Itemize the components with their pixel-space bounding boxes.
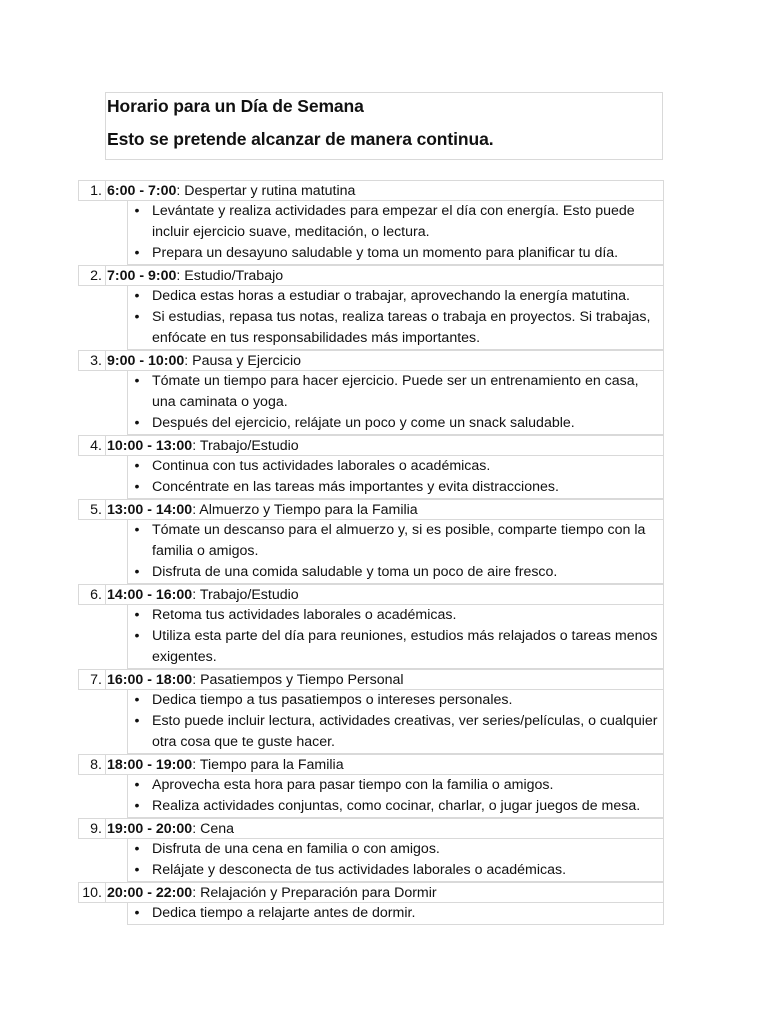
bullet-item — [128, 286, 663, 307]
bullet-text: Tómate un descanso para el almuerzo y, si es posible, comparte tiempo con la familia o amigos. — [152, 522, 646, 559]
bullet-item — [128, 775, 663, 796]
bullet-icon: • — [134, 628, 140, 644]
bullet-icon: • — [134, 713, 140, 729]
bullet-item — [128, 477, 663, 498]
bullet-text: Utiliza esta parte del día para reuniones, estudios más relajados o tareas menos exigentes. — [152, 628, 658, 665]
document-header — [105, 92, 663, 160]
schedule-item-header — [78, 584, 664, 605]
item-heading — [105, 669, 664, 690]
schedule-item-header — [78, 265, 664, 286]
bullet-list — [127, 839, 664, 882]
bullet-list — [127, 520, 664, 584]
bullet-item — [128, 690, 663, 711]
bullet-icon: • — [134, 458, 140, 474]
schedule-item-header — [78, 882, 664, 903]
bullet-icon: • — [134, 245, 140, 261]
item-number: 10. — [78, 882, 105, 903]
schedule-list — [78, 180, 664, 925]
activity-name: : Cena — [192, 821, 234, 837]
bullet-text: Levántate y realiza actividades para empezar el día con energía. Esto puede incluir ejercicio suave, meditación, o lectura. — [152, 203, 635, 240]
bullet-item — [128, 371, 663, 413]
bullet-text: Realiza actividades conjuntas, como cocinar, charlar, o jugar juegos de mesa. — [152, 798, 641, 814]
item-number: 2. — [78, 265, 105, 286]
bullet-icon: • — [134, 841, 140, 857]
item-number: 5. — [78, 499, 105, 520]
bullet-item — [128, 456, 663, 477]
schedule-item-header — [78, 499, 664, 520]
bullet-icon: • — [134, 607, 140, 623]
bullet-icon: • — [134, 692, 140, 708]
activity-name: : Tiempo para la Familia — [192, 757, 344, 773]
bullet-text: Retoma tus actividades laborales o académicas. — [152, 607, 457, 623]
bullet-item — [128, 796, 663, 817]
schedule-item-header — [78, 754, 664, 775]
bullet-list — [127, 605, 664, 669]
bullet-icon: • — [134, 373, 140, 389]
activity-name: : Trabajo/Estudio — [192, 587, 299, 603]
bullet-list — [127, 775, 664, 818]
bullet-list — [127, 371, 664, 435]
bullet-text: Disfruta de una cena en familia o con amigos. — [152, 841, 440, 857]
bullet-icon: • — [134, 415, 140, 431]
bullet-text: Esto puede incluir lectura, actividades creativas, ver series/películas, o cualquier otra cosa que te guste hacer. — [152, 713, 658, 750]
bullet-icon: • — [134, 309, 140, 325]
bullet-item — [128, 903, 663, 924]
schedule-item — [78, 584, 664, 669]
bullet-text: Dedica tiempo a tus pasatiempos o intereses personales. — [152, 692, 513, 708]
bullet-icon: • — [134, 862, 140, 878]
bullet-text: Después del ejercicio, relájate un poco y come un snack saludable. — [152, 415, 575, 431]
bullet-text: Continua con tus actividades laborales o académicas. — [152, 458, 491, 474]
time-range: 16:00 - 18:00 — [107, 672, 193, 688]
bullet-icon: • — [134, 564, 140, 580]
bullet-item — [128, 201, 663, 243]
bullet-text: Tómate un tiempo para hacer ejercicio. Puede ser un entrenamiento en casa, una caminata o yoga. — [152, 373, 639, 410]
schedule-item — [78, 754, 664, 818]
schedule-item — [78, 350, 664, 435]
schedule-item — [78, 669, 664, 754]
schedule-item — [78, 818, 664, 882]
activity-name: : Pausa y Ejercicio — [184, 353, 301, 369]
bullet-list — [127, 286, 664, 350]
schedule-item-header — [78, 435, 664, 456]
bullet-text: Relájate y desconecta de tus actividades laborales o académicas. — [152, 862, 567, 878]
bullet-text: Dedica estas horas a estudiar o trabajar, aprovechando la energía matutina. — [152, 288, 630, 304]
time-range: 20:00 - 22:00 — [107, 885, 193, 901]
bullet-text: Concéntrate en las tareas más importantes y evita distracciones. — [152, 479, 559, 495]
item-number: 8. — [78, 754, 105, 775]
bullet-icon: • — [134, 288, 140, 304]
bullet-icon: • — [134, 522, 140, 538]
document-title: Horario para un Día de Semana — [107, 96, 364, 116]
activity-name: : Almuerzo y Tiempo para la Familia — [192, 502, 418, 518]
bullet-item — [128, 860, 663, 881]
bullet-list — [127, 903, 664, 925]
bullet-item — [128, 626, 663, 668]
bullet-list — [127, 456, 664, 499]
schedule-item-header — [78, 350, 664, 371]
bullet-text: Aprovecha esta hora para pasar tiempo con la familia o amigos. — [152, 777, 554, 793]
bullet-text: Prepara un desayuno saludable y toma un momento para planificar tu día. — [152, 245, 619, 261]
activity-name: : Trabajo/Estudio — [192, 438, 299, 454]
bullet-item — [128, 711, 663, 753]
bullet-text: Si estudias, repasa tus notas, realiza tareas o trabaja en proyectos. Si trabajas, enfócate en tus responsabilidades más importantes. — [152, 309, 651, 346]
activity-name: : Estudio/Trabajo — [176, 268, 284, 284]
bullet-item — [128, 520, 663, 562]
item-heading — [105, 754, 664, 775]
item-number: 9. — [78, 818, 105, 839]
schedule-item — [78, 265, 664, 350]
item-number: 1. — [78, 180, 105, 201]
bullet-list — [127, 690, 664, 754]
time-range: 6:00 - 7:00 — [107, 183, 177, 199]
bullet-icon: • — [134, 203, 140, 219]
bullet-text: Dedica tiempo a relajarte antes de dormir. — [152, 905, 416, 921]
item-number: 7. — [78, 669, 105, 690]
activity-name: : Relajación y Preparación para Dormir — [192, 885, 437, 901]
item-heading — [105, 350, 664, 371]
schedule-item — [78, 882, 664, 925]
time-range: 7:00 - 9:00 — [107, 268, 177, 284]
schedule-item-header — [78, 818, 664, 839]
bullet-item — [128, 605, 663, 626]
bullet-item — [128, 307, 663, 349]
time-range: 9:00 - 10:00 — [107, 353, 185, 369]
schedule-item — [78, 435, 664, 499]
time-range: 10:00 - 13:00 — [107, 438, 193, 454]
activity-name: : Pasatiempos y Tiempo Personal — [192, 672, 404, 688]
item-heading — [105, 265, 664, 286]
item-heading — [105, 499, 664, 520]
schedule-item — [78, 499, 664, 584]
bullet-item — [128, 839, 663, 860]
item-heading — [105, 882, 664, 903]
bullet-text: Disfruta de una comida saludable y toma un poco de aire fresco. — [152, 564, 558, 580]
item-heading — [105, 435, 664, 456]
time-range: 14:00 - 16:00 — [107, 587, 193, 603]
schedule-item — [78, 180, 664, 265]
bullet-item — [128, 243, 663, 264]
item-heading — [105, 584, 664, 605]
bullet-item — [128, 413, 663, 434]
schedule-item-header — [78, 669, 664, 690]
activity-name: : Despertar y rutina matutina — [176, 183, 356, 199]
item-heading — [105, 180, 664, 201]
bullet-icon: • — [134, 777, 140, 793]
item-heading — [105, 818, 664, 839]
item-number: 6. — [78, 584, 105, 605]
time-range: 19:00 - 20:00 — [107, 821, 193, 837]
item-number: 4. — [78, 435, 105, 456]
bullet-icon: • — [134, 798, 140, 814]
schedule-item-header — [78, 180, 664, 201]
document-subtitle: Esto se pretende alcanzar de manera continua. — [107, 129, 494, 149]
bullet-icon: • — [134, 479, 140, 495]
time-range: 13:00 - 14:00 — [107, 502, 193, 518]
time-range: 18:00 - 19:00 — [107, 757, 193, 773]
bullet-list — [127, 201, 664, 265]
item-number: 3. — [78, 350, 105, 371]
bullet-icon: • — [134, 905, 140, 921]
bullet-item — [128, 562, 663, 583]
